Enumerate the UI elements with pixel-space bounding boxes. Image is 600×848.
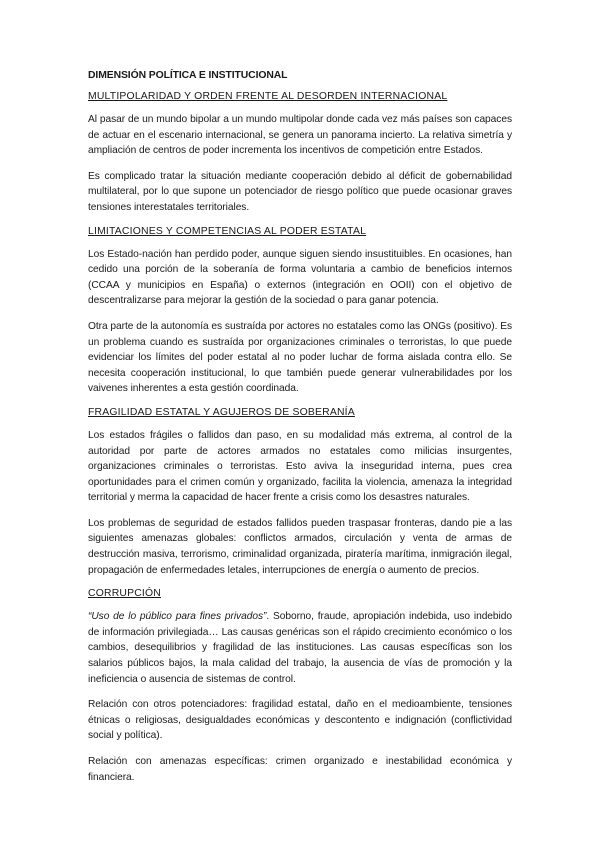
section-limitaciones (88, 226, 512, 397)
paragraph: Otra parte de la autonomía es sustraída por actores no estatales como las ONGs (positivo). Es un problema cuando es sustraída por organizaciones criminales o terroristas, lo que puede evidenciar los límites del poder estatal al no poder luchar de forma aislada contra ello. Se necesita cooperación institucional, lo que también puede generar vulnerabilidades por los vaivenes inherentes a esta gestión coordinada. (88, 320, 512, 395)
section-heading: LIMITACIONES Y COMPETENCIAS AL PODER ESTATAL (88, 225, 367, 237)
section-heading: MULTIPOLARIDAD Y ORDEN FRENTE AL DESORDEN INTERNACIONAL (88, 91, 448, 102)
section-heading: CORRUPCIÓN (88, 588, 162, 600)
definition-quote: “Uso de lo público para fines privados” (88, 611, 267, 623)
paragraph: Relación con amenazas específicas: crimen organizado e inestabilidad económica y financiera. (88, 756, 512, 783)
paragraph (88, 609, 512, 687)
paragraph: Al pasar de un mundo bipolar a un mundo multipolar donde cada vez más países son capaces de actuar en el escenario internacional, se genera un panorama incierto. La relativa simetría y ampliación de centros de poder incrementa los incentivos de competición entre Estados. (88, 114, 512, 157)
document-title: DIMENSIÓN POLÍTICA E INSTITUCIONAL (88, 70, 288, 81)
paragraph: Es complicado tratar la situación mediante cooperación debido al déficit de gobernabilidad multilateral, por lo que supone un potenciador de riesgo político que puede ocasionar graves tensiones interestatales territoriales. (88, 170, 512, 213)
paragraph: Los estados frágiles o fallidos dan paso, en su modalidad más extrema, al control de la autoridad por parte de actores armados no estatales como milicias insurgentes, organizaciones criminales o terroristas. Esto aviva la inseguridad interna, pues crea oportunidades para el crimen común y organizado, facilita la violencia, amenaza la integridad territorial y merma la capacidad de hacer frente a crisis como los desastres naturales. (88, 429, 512, 504)
section-fragilidad (88, 407, 512, 578)
paragraph: Los problemas de seguridad de estados fallidos pueden traspasar fronteras, dando pie a las siguientes amenazas globales: conflictos armados, circulación y venta de armas de destrucción masiva, terrorismo, criminalidad organizada, piratería marítima, inmigración ilegal, propagación de enfermedades letales, interrupciones de energía o aumento de precios. (88, 517, 512, 576)
paragraph: Relación con otros potenciadores: fragilidad estatal, daño en el medioambiente, tensiones étnicas o religiosas, desigualdades económicas y descontento e indignación (conflictividad social y política). (88, 699, 512, 742)
paragraph-text: . Soborno, fraude, apropiación indebida, uso indebido de información privilegiada… Las causas genéricas son el rápido crecimiento económico o los cambios, desequilibrios y fragilidad de las instituciones. Las causas específicas son los salarios públicos bajos, la mala calidad del trabajo, la ausencia de vías de promoción y la ineficiencia o ausencia de sistemas de control. (88, 611, 512, 685)
section-corrupcion (88, 588, 512, 785)
section-multipolaridad (88, 91, 512, 216)
paragraph: Los Estado-nación han perdido poder, aunque siguen siendo insustituibles. En ocasiones, han cedido una porción de la soberanía de forma voluntaria a cambio de beneficios internos (CCAA y municipios en España) o externos (integración en OOII) con el objetivo de descentralizarse para mejorar la gestión de la sociedad o para ganar potencia. (88, 248, 512, 307)
section-heading: FRAGILIDAD ESTATAL Y AGUJEROS DE SOBERANÍA (88, 406, 355, 418)
